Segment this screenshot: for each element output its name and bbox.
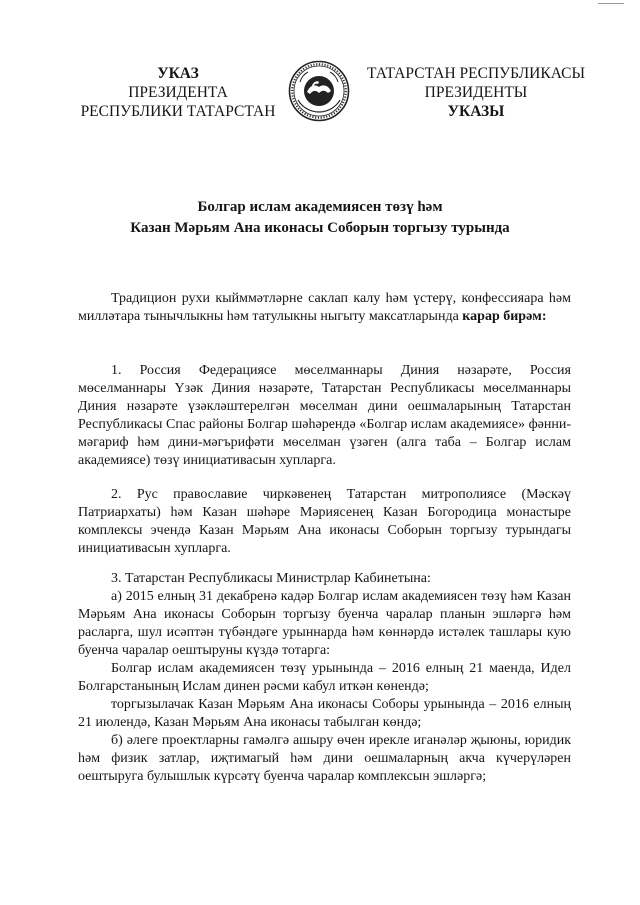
item-2-text: 2. Рус православие чиркәвенең Татарстан митрополиясе (Мәскәү Патриархаты) һәм Казан шәһәре Мәриясенең Казан Богородица монастыре комплексы эчендә Казан Мәрьям Ана иконасы Соборын торгызу турындагы инициативасын хупларга. [78, 487, 571, 556]
item-3 [78, 570, 571, 786]
title-line-1: Болгар ислам академиясен төзү һәм [197, 199, 443, 215]
item-1-text: 1. Россия Федерациясе мөселманнары Диния нәзарәте, Россия мөселманнары Үзәк Диния нәзарәте, Татарстан Республикасы мөселманнары Диния нәзарәте үзәкләштерелгән мөселман дини оешмаларының Татарстан Республикасы Спас районы Болгар шәһәрендә «Болгар ислам академиясе» фәнни-мәгариф һәм дини-мәгърифәти мөселман үзәген (алга таба – Болгар ислам академиясе) төзү инициативасын хупларга. [78, 363, 571, 468]
item-3b-text: б) әлеге проектларны гамәлгә ашыру өчен ирекле иганәләр җыюны, юридик һәм физик затлар, иҗтимагый һәм дини оешмаларның акча күчерүләрен оештыруга булышлык күрсәтү буенча чаралар комплексын эшләргә; [78, 733, 571, 784]
scan-mark [598, 3, 624, 4]
tatarstan-coat-of-arms-icon [288, 60, 350, 122]
preamble-text: Традицион рухи кыйммәтләрне саклап калу һәм үстерү, конфессияара һәм милләтара тынычлыкны һәм татулыкны ныгыту максатларында [78, 291, 571, 324]
preamble [78, 290, 571, 326]
title-line-2: Казан Мәрьям Ана иконасы Соборын торгызу турында [130, 220, 510, 236]
header-right-line-1: ТАТАРСТАН РЕСПУБЛИКАСЫ [367, 65, 585, 82]
item-3a-1-text: Болгар ислам академиясен төзү урынында – 2016 елның 21 маенда, Идел Болгарстанының Ислам динен рәсми кабул иткән көнендә; [78, 661, 571, 694]
header-left-line-1: УКАЗ [157, 65, 199, 82]
item-3a-2-text: торгызылачак Казан Мәрьям Ана иконасы Соборы урынында – 2016 елның 21 июлендә, Казан Мәрьям Ана иконасы табылган көндә; [78, 697, 571, 730]
preamble-decision: карар бирәм: [462, 309, 547, 324]
header-left-ru [72, 64, 284, 121]
item-3a-text: а) 2015 елның 31 декабренә кадәр Болгар ислам академиясен төзү һәм Казан Мәрьям Ана иконасы Соборын торгызу буенча чаралар планын эшләргә һәм расларга, шул исәптән түбәндәге урыннарда һәм көннәрдә истәлек ташлары кую буенча чаралар оештыруны күздә тотарга: [78, 589, 571, 658]
item-2 [78, 486, 571, 558]
header-right-line-3: УКАЗЫ [447, 103, 505, 120]
item-1 [78, 362, 571, 470]
item-3-text: 3. Татарстан Республикасы Министрлар Кабинетына: [111, 571, 431, 586]
header-left-line-2: ПРЕЗИДЕНТА [128, 84, 228, 101]
header-left-line-3: РЕСПУБЛИКИ ТАТАРСТАН [80, 103, 276, 120]
header-right-tt [358, 64, 594, 121]
decree-title [60, 197, 580, 239]
header-right-line-2: ПРЕЗИДЕНТЫ [424, 84, 528, 101]
